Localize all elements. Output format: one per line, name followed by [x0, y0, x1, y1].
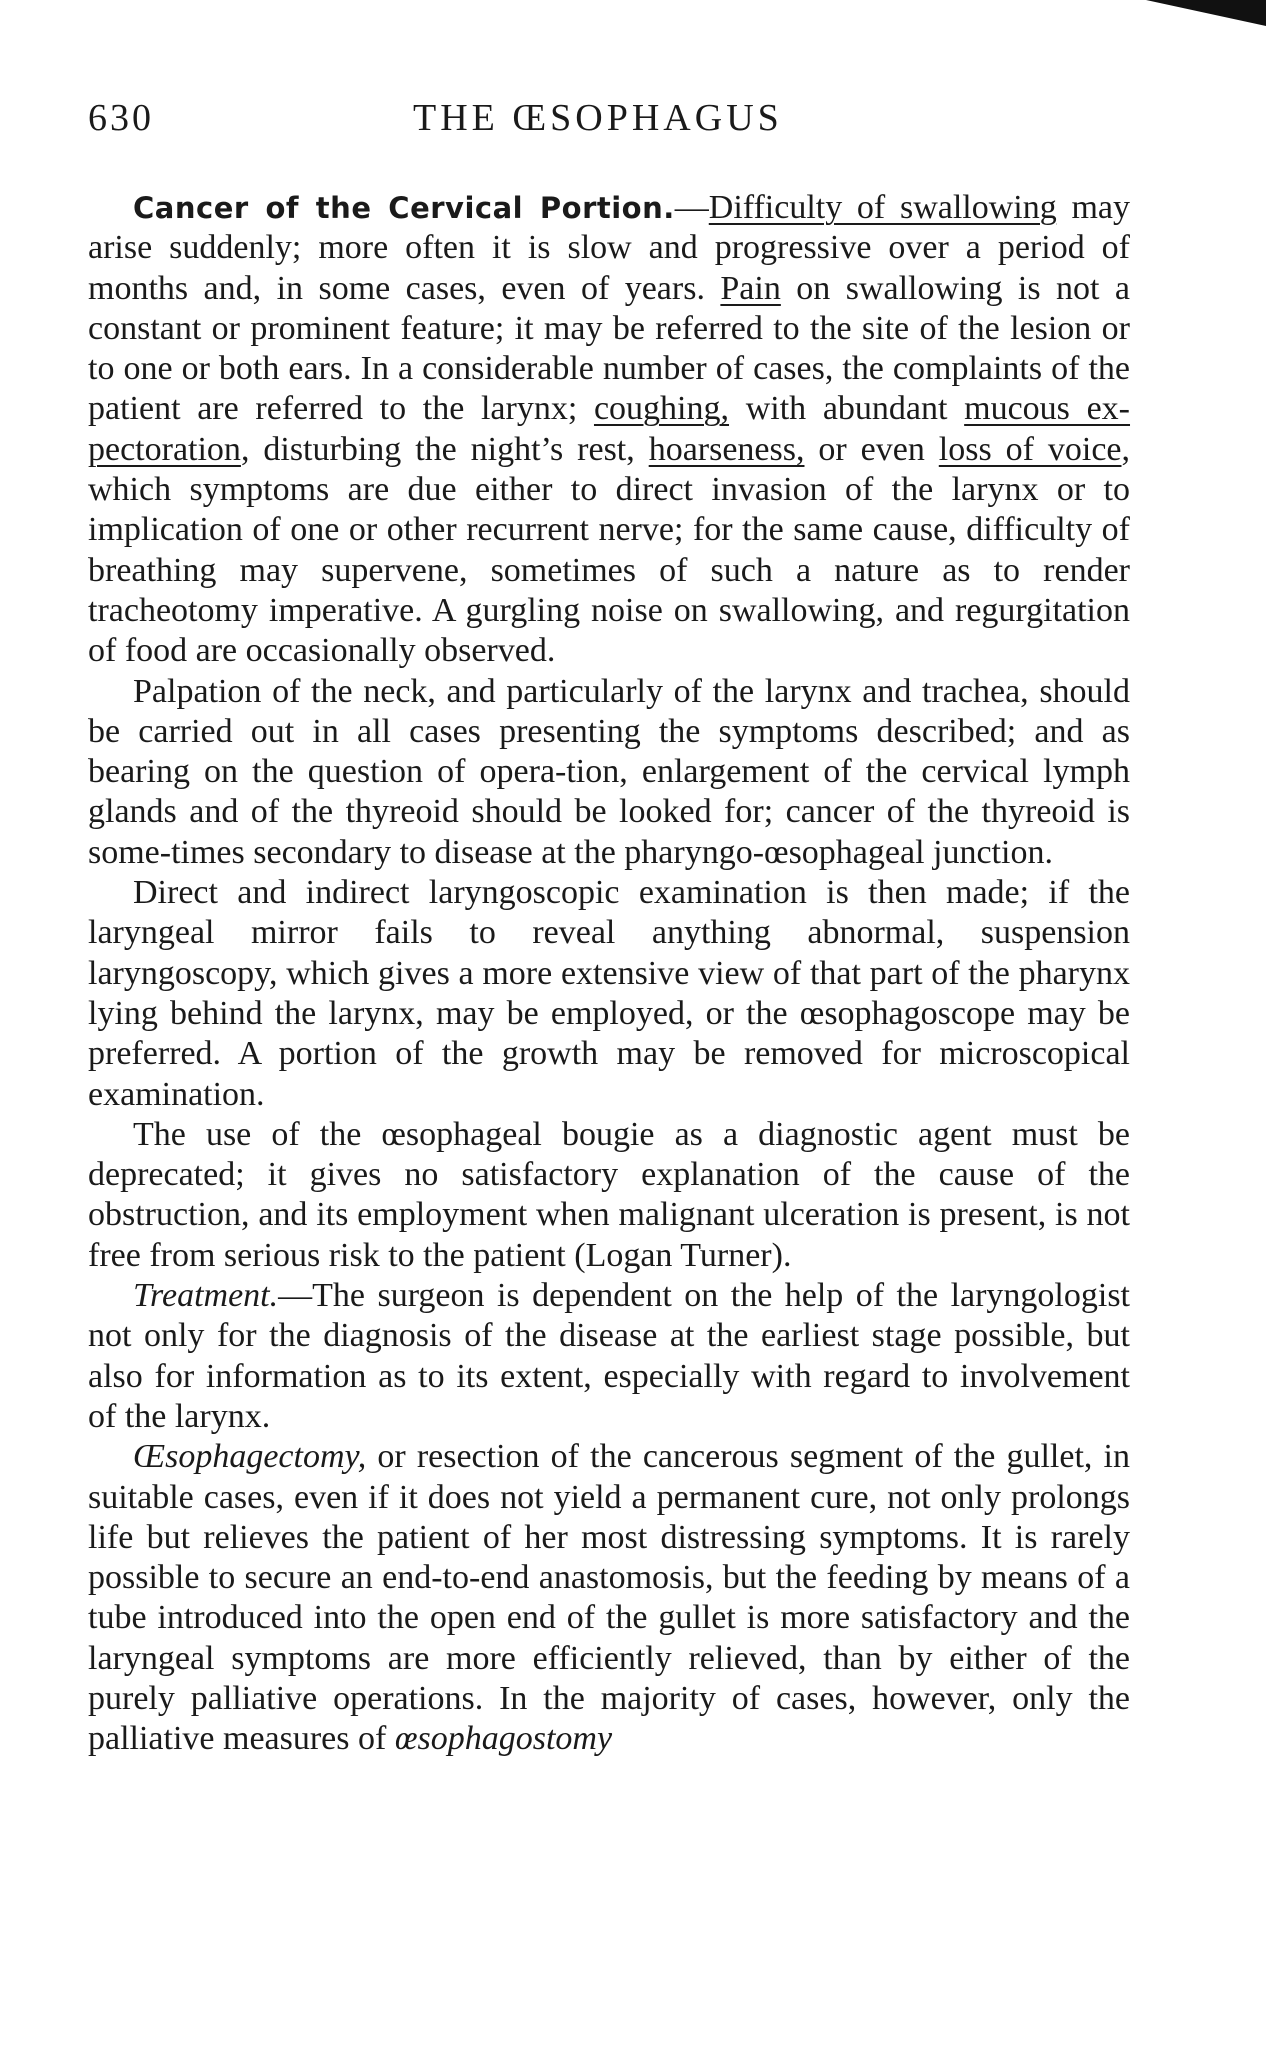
text-segment: on swallowing is not a constant or prominent feature; it may be referred to the site of the lesion or to one or both ears. In a considerable number of cases, the complaints of the patient are referred to the larynx;: [88, 269, 1131, 428]
paragraph-bougie: The use of the œsophageal bougie as a diagnostic agent must be deprecated; it gives no satisfactory explanation of the cause of the obstruction, and its employment when malignant ulceration is present, is not free from serious risk to the patient (Logan Turner).: [88, 1115, 1130, 1274]
treatment-lead: Treatment.: [133, 1277, 279, 1315]
paragraph-laryngoscopic: Direct and indirect laryngoscopic examination is then made; if the laryngeal mirror fails to reveal anything abnormal, suspension laryngoscopy, which gives a more extensive view of that part of the pharynx lying behind the larynx, may be employed, or the œsophagoscope may be preferred. A portion of the growth may be removed for microscopical examination.: [88, 874, 1130, 1113]
text-segment: , which symptoms are due either to direct invasion of the larynx or to implication of one or other recurrent nerve; for the same cause, difficulty of breathing may supervene, sometimes of such a nature as to render tracheotomy imperative. A gurgling noise on swallowing, and regurgitation of food are occasionally observed.: [88, 430, 1130, 670]
text-segment: may arise suddenly; more often it is slow and progressive over a period of months and, in some cases, even of years.: [88, 189, 1130, 307]
page-body: [88, 188, 1130, 1760]
text-segment: , disturbing the night’s rest,: [240, 430, 649, 468]
page-header: [88, 96, 1148, 148]
page-corner-mark: [1146, 0, 1266, 26]
paragraph-palpation: Palpation of the neck, and particularly of the larynx and trachea, should be carried out in all cases presenting the symptoms described; and as bearing on the question of opera-tion, enlargement of the cervical lymph glands and of the thyreoid should be looked for; cancer of the thyreoid is some-times secondary to disease at the pharyngo-œsophageal junction.: [88, 672, 1130, 871]
underlined-mucous-expectoration: mucous ex-pectoration: [88, 390, 1131, 468]
underlined-coughing: coughing,: [593, 390, 730, 428]
treatment-text: —The surgeon is dependent on the help of the laryngologist not only for the diagnosis of the disease at the earliest stage possible, but also for information as to its extent, especially with regard to involvement of the larynx.: [88, 1277, 1130, 1435]
oesophagectomy-text: or resection of the cancerous segment of the gullet, in suitable cases, even if it does not yield a permanent cure, not only prolongs life but relieves the patient of her most distressing symptoms. It is rarely possible to secure an end-to-end anastomosis, but the feeding by means of a tube introduced into the open end of the gullet is more satisfactory and the laryngeal symptoms are more efficiently relieved, than by either of the purely palliative operations. In the majority of cases, however, only the palliative measures of: [88, 1438, 1130, 1758]
paragraph-cervical-cancer: [88, 188, 1130, 672]
heading-dash: —: [674, 189, 709, 226]
underlined-pain: Pain: [720, 269, 781, 307]
underlined-hoarseness: hoarseness,: [648, 430, 805, 468]
oesophagostomy-term: œsophagostomy: [394, 1720, 613, 1758]
paragraph-oesophagectomy: [88, 1437, 1130, 1759]
text-segment: or even: [804, 430, 939, 468]
paragraph-treatment: [88, 1276, 1130, 1437]
underlined-difficulty-swallowing: Difficulty of swallowing: [708, 189, 1057, 226]
page-number: 630: [88, 97, 154, 139]
oesophagectomy-lead: Œsophagectomy,: [133, 1438, 367, 1476]
underlined-loss-of-voice: loss of voice: [938, 430, 1122, 468]
section-heading: Cancer of the Cervical Portion.: [133, 191, 675, 225]
text-segment: with abundant: [729, 390, 965, 428]
running-title: THE ŒSOPHAGUS: [413, 97, 783, 139]
